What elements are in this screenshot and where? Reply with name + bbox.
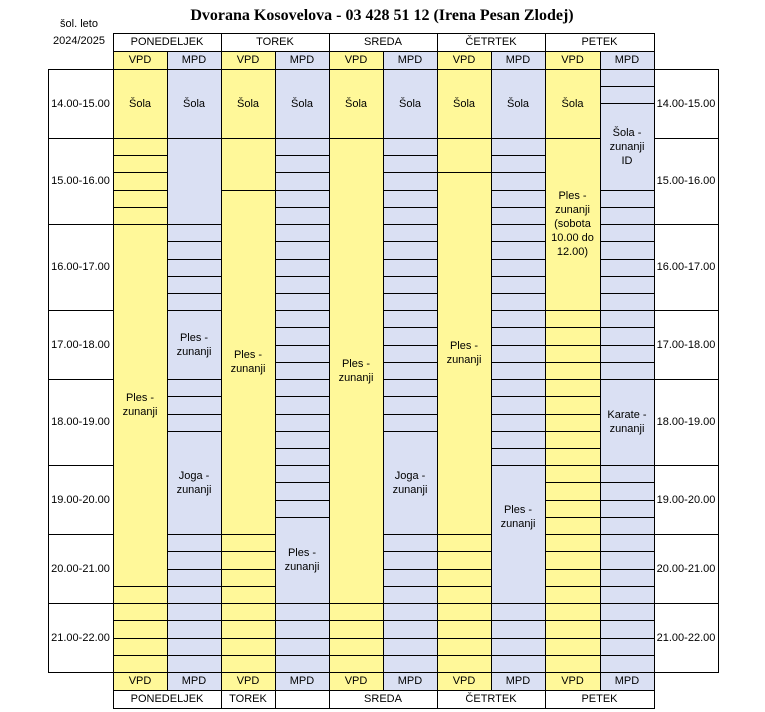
grid-line-h bbox=[600, 310, 655, 311]
grid-line-h bbox=[491, 138, 546, 139]
page-title: Dvorana Kosovelova - 03 428 51 12 (Irena Pesan Zlodej) bbox=[190, 7, 574, 24]
grid-line-h bbox=[383, 138, 438, 139]
grid-line-h bbox=[383, 310, 438, 311]
grid-line-h bbox=[491, 431, 546, 432]
event-cell: Ples - zunanji (sobota 10.00 do 12.00) bbox=[551, 190, 594, 258]
column-subheader: MPD bbox=[289, 54, 315, 66]
column-subheader-bottom: MPD bbox=[505, 675, 531, 687]
grid-line-h bbox=[329, 603, 384, 604]
grid-line-h bbox=[600, 603, 655, 604]
grid-line-h bbox=[545, 396, 601, 397]
grid-line-h bbox=[113, 138, 168, 139]
grid-line-h bbox=[491, 345, 546, 346]
grid-line-h bbox=[437, 620, 492, 621]
grid-line-h bbox=[600, 276, 655, 277]
grid-line-h bbox=[600, 241, 655, 242]
grid-line-h bbox=[113, 620, 168, 621]
time-slot-left: 20.00-21.00 bbox=[51, 562, 110, 575]
grid-line-h bbox=[221, 620, 276, 621]
grid-line-h bbox=[383, 345, 438, 346]
grid-line-h bbox=[545, 569, 601, 570]
time-slot-left: 15.00-16.00 bbox=[51, 175, 110, 187]
grid-line-h bbox=[545, 465, 601, 466]
event-cell: Šola - zunanji ID bbox=[609, 126, 645, 167]
grid-line-h bbox=[113, 586, 168, 587]
grid-line-h bbox=[545, 620, 601, 621]
grid-line-h bbox=[167, 655, 222, 656]
grid-line-h bbox=[383, 620, 438, 621]
event-cell: Karate - zunanji bbox=[607, 409, 647, 435]
grid-line-h bbox=[275, 293, 330, 294]
grid-line-h bbox=[113, 708, 655, 709]
grid-line-h bbox=[545, 534, 601, 535]
grid-line-h bbox=[437, 551, 492, 552]
grid-line-h bbox=[600, 638, 655, 639]
grid-line-h bbox=[600, 465, 655, 466]
grid-line-v bbox=[654, 33, 655, 70]
event-cell: Šola bbox=[452, 97, 476, 110]
grid-line-h bbox=[383, 396, 438, 397]
grid-line-h bbox=[491, 155, 546, 156]
event-cell: Ples - zunanji bbox=[500, 504, 536, 530]
grid-line-h bbox=[600, 345, 655, 346]
grid-line-h bbox=[167, 276, 222, 277]
grid-line-h bbox=[275, 396, 330, 397]
grid-line-h bbox=[221, 638, 276, 639]
grid-line-h bbox=[383, 551, 438, 552]
day-header: PONEDELJEK bbox=[130, 36, 204, 48]
grid-line-h bbox=[437, 638, 492, 639]
column-subheader-bottom: VPD bbox=[344, 675, 368, 687]
grid-line-h bbox=[491, 414, 546, 415]
day-footer: TOREK bbox=[229, 693, 267, 705]
grid-line-h bbox=[275, 620, 330, 621]
column-subheader: MPD bbox=[614, 54, 640, 66]
grid-line-v bbox=[275, 690, 276, 709]
grid-line-h bbox=[491, 172, 546, 173]
grid-line-h bbox=[221, 551, 276, 552]
time-slot-right: 17.00-18.00 bbox=[656, 338, 716, 351]
grid-line-h bbox=[600, 500, 655, 501]
grid-line-h bbox=[113, 190, 168, 191]
time-slot-left: 17.00-18.00 bbox=[51, 338, 110, 351]
grid-line-h bbox=[437, 603, 492, 604]
grid-line-h bbox=[600, 655, 655, 656]
event-cell: Šola bbox=[182, 97, 206, 110]
grid-line-h bbox=[545, 379, 601, 380]
grid-line-h bbox=[167, 620, 222, 621]
grid-line-h bbox=[275, 172, 330, 173]
grid-line-h bbox=[437, 534, 492, 535]
grid-line-h bbox=[491, 379, 546, 380]
grid-line-h bbox=[545, 638, 601, 639]
grid-line-h bbox=[600, 534, 655, 535]
day-header: PETEK bbox=[581, 36, 618, 48]
grid-line-h bbox=[600, 224, 655, 225]
time-slot-right: 14.00-15.00 bbox=[656, 97, 716, 110]
grid-line-v bbox=[491, 69, 492, 673]
grid-line-h bbox=[167, 414, 222, 415]
time-slot-left: 18.00-19.00 bbox=[51, 416, 110, 428]
grid-line-h bbox=[167, 396, 222, 397]
event-cell: Šola bbox=[398, 97, 422, 110]
grid-line-h bbox=[383, 207, 438, 208]
grid-line-h bbox=[221, 138, 276, 139]
day-footer: PETEK bbox=[581, 693, 618, 705]
grid-line-h bbox=[383, 414, 438, 415]
event-cell: Ples - zunanji bbox=[230, 349, 266, 375]
grid-line-h bbox=[491, 190, 546, 191]
grid-line-h bbox=[275, 448, 330, 449]
grid-line-h bbox=[600, 207, 655, 208]
grid-line-h bbox=[383, 586, 438, 587]
grid-line-h bbox=[600, 569, 655, 570]
grid-line-h bbox=[491, 276, 546, 277]
grid-line-h bbox=[113, 603, 168, 604]
grid-line-h bbox=[491, 448, 546, 449]
school-year-label: šol. leto bbox=[60, 18, 98, 30]
column-subheader-bottom: VPD bbox=[236, 675, 260, 687]
grid-line-h bbox=[275, 241, 330, 242]
grid-line-h bbox=[275, 482, 330, 483]
grid-line-h bbox=[491, 207, 546, 208]
time-slot-right: 21.00-22.00 bbox=[656, 631, 716, 644]
column-subheader-bottom: VPD bbox=[452, 675, 476, 687]
grid-line-h bbox=[221, 655, 276, 656]
grid-line-h bbox=[545, 431, 601, 432]
grid-line-h bbox=[221, 534, 276, 535]
day-header: ČETRTEK bbox=[465, 36, 517, 48]
mpd-column-fill bbox=[491, 51, 545, 690]
column-subheader: MPD bbox=[181, 54, 207, 66]
grid-line-h bbox=[275, 414, 330, 415]
grid-line-h bbox=[383, 155, 438, 156]
grid-line-h bbox=[545, 655, 601, 656]
event-cell: Šola bbox=[290, 97, 314, 110]
grid-line-h bbox=[491, 620, 546, 621]
grid-line-h bbox=[221, 586, 276, 587]
event-cell: Šola bbox=[561, 97, 584, 110]
grid-line-h bbox=[600, 362, 655, 363]
grid-line-h bbox=[600, 620, 655, 621]
grid-line-h bbox=[167, 638, 222, 639]
column-subheader-bottom: MPD bbox=[397, 675, 423, 687]
grid-line-h bbox=[383, 259, 438, 260]
grid-line-h bbox=[383, 569, 438, 570]
grid-line-h bbox=[167, 379, 222, 380]
time-slot-right: 18.00-19.00 bbox=[656, 416, 716, 428]
grid-line-h bbox=[491, 259, 546, 260]
grid-line-h bbox=[113, 207, 168, 208]
grid-line-h bbox=[221, 603, 276, 604]
day-header: SREDA bbox=[364, 36, 402, 48]
grid-line-h bbox=[275, 327, 330, 328]
grid-line-h bbox=[167, 224, 222, 225]
grid-line-h bbox=[275, 465, 330, 466]
grid-line-h bbox=[545, 551, 601, 552]
grid-line-v bbox=[383, 69, 384, 673]
column-subheader: MPD bbox=[397, 54, 423, 66]
grid-line-h bbox=[491, 241, 546, 242]
day-footer: SREDA bbox=[364, 693, 402, 705]
grid-line-h bbox=[600, 190, 655, 191]
grid-line-h bbox=[221, 569, 276, 570]
grid-line-h bbox=[383, 603, 438, 604]
time-slot-left: 14.00-15.00 bbox=[51, 97, 110, 110]
grid-line-h bbox=[545, 603, 601, 604]
grid-line-h bbox=[167, 534, 222, 535]
time-slot-left: 21.00-22.00 bbox=[51, 631, 110, 644]
grid-line-h bbox=[275, 655, 330, 656]
grid-line-h bbox=[275, 276, 330, 277]
event-cell: Ples - zunanji bbox=[122, 392, 158, 418]
column-subheader: VPD bbox=[128, 54, 152, 66]
grid-line-h bbox=[600, 86, 655, 87]
grid-line-h bbox=[383, 534, 438, 535]
grid-line-h bbox=[600, 293, 655, 294]
grid-line-h bbox=[275, 638, 330, 639]
grid-line-h bbox=[437, 586, 492, 587]
time-slot-right: 20.00-21.00 bbox=[656, 562, 716, 575]
grid-line-h bbox=[275, 431, 330, 432]
grid-line-h bbox=[545, 310, 601, 311]
event-cell: Ples - zunanji bbox=[284, 547, 320, 573]
time-slot-right: 19.00-20.00 bbox=[656, 493, 716, 506]
grid-line-h bbox=[545, 517, 601, 518]
time-slot-right: 16.00-17.00 bbox=[656, 261, 716, 273]
grid-line-h bbox=[491, 327, 546, 328]
grid-line-h bbox=[437, 569, 492, 570]
column-subheader: VPD bbox=[236, 54, 260, 66]
grid-line-h bbox=[491, 603, 546, 604]
grid-line-v bbox=[718, 69, 719, 673]
grid-line-h bbox=[383, 172, 438, 173]
grid-line-h bbox=[383, 293, 438, 294]
grid-line-h bbox=[167, 586, 222, 587]
column-subheader-bottom: MPD bbox=[181, 675, 207, 687]
event-cell: Ples - zunanji bbox=[446, 340, 482, 366]
day-header: TOREK bbox=[256, 36, 294, 48]
grid-line-h bbox=[383, 224, 438, 225]
grid-line-h bbox=[167, 569, 222, 570]
grid-line-h bbox=[275, 603, 330, 604]
event-cell: Ples - zunanji bbox=[338, 357, 374, 384]
grid-line-h bbox=[329, 620, 384, 621]
grid-line-h bbox=[275, 190, 330, 191]
grid-line-h bbox=[491, 638, 546, 639]
day-footer: ČETRTEK bbox=[465, 693, 517, 705]
grid-line-h bbox=[113, 638, 168, 639]
grid-line-h bbox=[275, 362, 330, 363]
grid-line-h bbox=[600, 259, 655, 260]
grid-line-h bbox=[437, 138, 492, 139]
grid-line-h bbox=[545, 448, 601, 449]
event-cell: Šola bbox=[128, 97, 152, 110]
grid-line-h bbox=[329, 638, 384, 639]
grid-line-h bbox=[167, 551, 222, 552]
grid-line-h bbox=[167, 241, 222, 242]
grid-line-h bbox=[545, 586, 601, 587]
grid-line-h bbox=[383, 655, 438, 656]
grid-line-h bbox=[275, 224, 330, 225]
grid-line-h bbox=[113, 655, 168, 656]
grid-line-h bbox=[383, 638, 438, 639]
grid-line-h bbox=[275, 155, 330, 156]
grid-line-h bbox=[275, 379, 330, 380]
grid-line-h bbox=[329, 655, 384, 656]
grid-line-h bbox=[437, 655, 492, 656]
grid-line-h bbox=[491, 224, 546, 225]
column-subheader-bottom: VPD bbox=[128, 675, 152, 687]
grid-line-h bbox=[167, 259, 222, 260]
grid-line-h bbox=[491, 293, 546, 294]
grid-line-h bbox=[600, 482, 655, 483]
grid-line-h bbox=[545, 345, 601, 346]
school-year: 2024/2025 bbox=[53, 35, 105, 47]
grid-line-h bbox=[167, 603, 222, 604]
mpd-column-fill bbox=[383, 51, 437, 690]
grid-line-h bbox=[545, 327, 601, 328]
time-slot-left: 19.00-20.00 bbox=[51, 493, 110, 506]
grid-line-h bbox=[545, 500, 601, 501]
event-cell: Šola bbox=[344, 97, 368, 110]
grid-line-h bbox=[600, 551, 655, 552]
column-subheader-bottom: MPD bbox=[614, 675, 640, 687]
column-subheader-bottom: MPD bbox=[289, 675, 315, 687]
grid-line-h bbox=[167, 138, 222, 139]
grid-line-h bbox=[383, 379, 438, 380]
event-cell: Šola bbox=[236, 97, 260, 110]
grid-line-h bbox=[275, 500, 330, 501]
time-slot-left: 16.00-17.00 bbox=[51, 261, 110, 273]
grid-line-h bbox=[383, 276, 438, 277]
grid-line-h bbox=[383, 241, 438, 242]
grid-line-h bbox=[545, 414, 601, 415]
column-subheader: VPD bbox=[561, 54, 584, 66]
event-cell: Šola bbox=[506, 97, 530, 110]
time-slot-right: 15.00-16.00 bbox=[656, 175, 716, 187]
grid-line-h bbox=[491, 396, 546, 397]
grid-line-h bbox=[383, 362, 438, 363]
grid-line-h bbox=[491, 362, 546, 363]
grid-line-h bbox=[545, 482, 601, 483]
grid-line-h bbox=[545, 362, 601, 363]
grid-line-h bbox=[113, 155, 168, 156]
grid-line-h bbox=[275, 259, 330, 260]
column-subheader-bottom: VPD bbox=[561, 675, 584, 687]
grid-line-h bbox=[275, 138, 330, 139]
column-subheader: VPD bbox=[344, 54, 368, 66]
grid-line-h bbox=[383, 327, 438, 328]
grid-line-h bbox=[113, 172, 168, 173]
event-cell: Joga - zunanji bbox=[392, 469, 428, 496]
grid-line-h bbox=[600, 327, 655, 328]
grid-line-h bbox=[600, 517, 655, 518]
event-cell: Ples - zunanji bbox=[176, 331, 212, 358]
event-cell: Joga - zunanji bbox=[176, 469, 212, 496]
grid-line-h bbox=[491, 310, 546, 311]
column-subheader: VPD bbox=[452, 54, 476, 66]
grid-line-h bbox=[383, 190, 438, 191]
grid-line-h bbox=[491, 655, 546, 656]
grid-line-h bbox=[275, 345, 330, 346]
grid-line-h bbox=[600, 586, 655, 587]
day-footer: PONEDELJEK bbox=[130, 693, 204, 705]
grid-line-h bbox=[275, 310, 330, 311]
column-subheader: MPD bbox=[505, 54, 531, 66]
grid-line-h bbox=[275, 207, 330, 208]
grid-line-h bbox=[167, 293, 222, 294]
grid-line-v bbox=[654, 672, 655, 709]
